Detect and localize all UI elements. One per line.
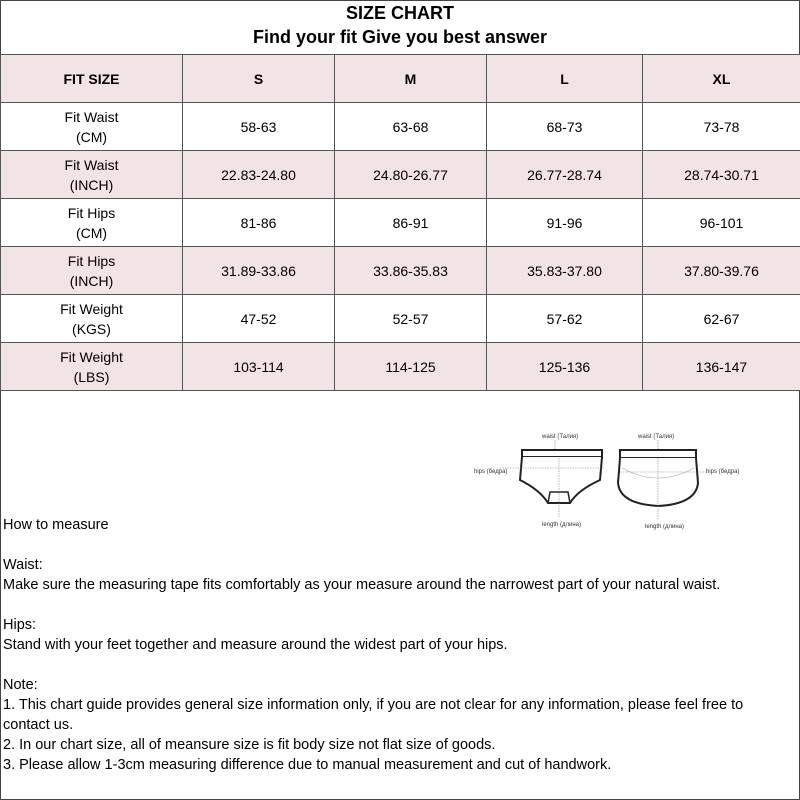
row-label-name: Fit Weight xyxy=(60,300,123,317)
row-label xyxy=(1,343,183,391)
chart-subtitle: Find your fit Give you best answer xyxy=(252,27,548,47)
length-label-left: length (длина) xyxy=(542,522,582,528)
table-row xyxy=(1,343,800,391)
waist-heading: Waist: xyxy=(3,557,43,573)
table-cell: 35.83-37.80 xyxy=(487,247,643,295)
hips-heading: Hips: xyxy=(3,617,37,633)
table-cell: 26.77-28.74 xyxy=(487,151,643,199)
row-label-name: Fit Hips xyxy=(67,252,116,269)
row-label-unit: (CM) xyxy=(75,224,108,241)
table-cell: 47-52 xyxy=(183,295,335,343)
note-heading: Note: xyxy=(3,677,38,693)
table-row xyxy=(1,103,800,151)
row-label-unit: (INCH) xyxy=(69,272,114,289)
table-cell: 91-96 xyxy=(487,199,643,247)
header-cell-fit-size: FIT SIZE xyxy=(1,55,183,103)
table-cell: 57-62 xyxy=(487,295,643,343)
size-table xyxy=(0,54,800,391)
table-cell: 62-67 xyxy=(643,295,800,343)
row-label xyxy=(1,247,183,295)
row-label xyxy=(1,295,183,343)
header-cell-s: S xyxy=(183,55,335,103)
table-header-row xyxy=(1,55,800,103)
header-cell-m: M xyxy=(335,55,487,103)
briefs-front-illustration xyxy=(474,434,604,528)
table-cell: 63-68 xyxy=(335,103,487,151)
row-label-name: Fit Waist xyxy=(64,108,119,125)
chart-title: SIZE CHART xyxy=(346,3,454,23)
length-label-right: length (длина) xyxy=(645,524,685,530)
row-label-name: Fit Waist xyxy=(64,156,119,173)
table-cell: 136-147 xyxy=(643,343,800,391)
row-label xyxy=(1,151,183,199)
table-row xyxy=(1,151,800,199)
table-row xyxy=(1,199,800,247)
row-label-name: Fit Hips xyxy=(67,204,116,221)
note-item: 1. This chart guide provides general size information only, if you are not clear for any information, please feel free to contact us. xyxy=(3,697,744,733)
row-label-unit: (INCH) xyxy=(69,176,114,193)
row-label xyxy=(1,199,183,247)
hips-text: Stand with your feet together and measure around the widest part of your hips. xyxy=(3,637,508,653)
note-item: 3. Please allow 1-3cm measuring difference due to manual measurement and cut of handwork. xyxy=(3,757,612,773)
table-cell: 28.74-30.71 xyxy=(643,151,800,199)
table-cell: 103-114 xyxy=(183,343,335,391)
table-cell: 114-125 xyxy=(335,343,487,391)
table-cell: 125-136 xyxy=(487,343,643,391)
note-item: 2. In our chart size, all of meansure size is fit body size not flat size of goods. xyxy=(3,737,496,753)
table-cell: 31.89-33.86 xyxy=(183,247,335,295)
row-label xyxy=(1,103,183,151)
row-label-unit: (LBS) xyxy=(73,368,110,385)
table-cell: 96-101 xyxy=(643,199,800,247)
table-cell: 81-86 xyxy=(183,199,335,247)
table-row xyxy=(1,247,800,295)
row-label-name: Fit Weight xyxy=(60,348,123,365)
waist-text: Make sure the measuring tape fits comfortably as your measure around the narrowest part of your natural waist. xyxy=(3,577,721,593)
waist-label-right: waist (Талия) xyxy=(638,434,675,440)
table-cell: 86-91 xyxy=(335,199,487,247)
header-cell-xl: XL xyxy=(643,55,800,103)
hips-label-left: hips (бедра) xyxy=(474,469,508,475)
how-to-measure-heading: How to measure xyxy=(3,517,109,533)
row-label-unit: (KGS) xyxy=(72,320,111,337)
hips-label-right: hips (бедра) xyxy=(706,469,740,475)
table-cell: 37.80-39.76 xyxy=(643,247,800,295)
table-cell: 24.80-26.77 xyxy=(335,151,487,199)
header-cell-l: L xyxy=(487,55,643,103)
table-cell: 22.83-24.80 xyxy=(183,151,335,199)
briefs-back-illustration xyxy=(618,434,739,530)
table-cell: 58-63 xyxy=(183,103,335,151)
table-cell: 68-73 xyxy=(487,103,643,151)
row-label-unit: (CM) xyxy=(75,128,108,145)
table-cell: 52-57 xyxy=(335,295,487,343)
table-cell: 33.86-35.83 xyxy=(335,247,487,295)
table-row xyxy=(1,295,800,343)
table-cell: 73-78 xyxy=(643,103,800,151)
measure-instructions xyxy=(3,555,793,775)
measurement-diagram xyxy=(470,428,780,533)
waist-label-left: waist (Талия) xyxy=(542,434,579,440)
